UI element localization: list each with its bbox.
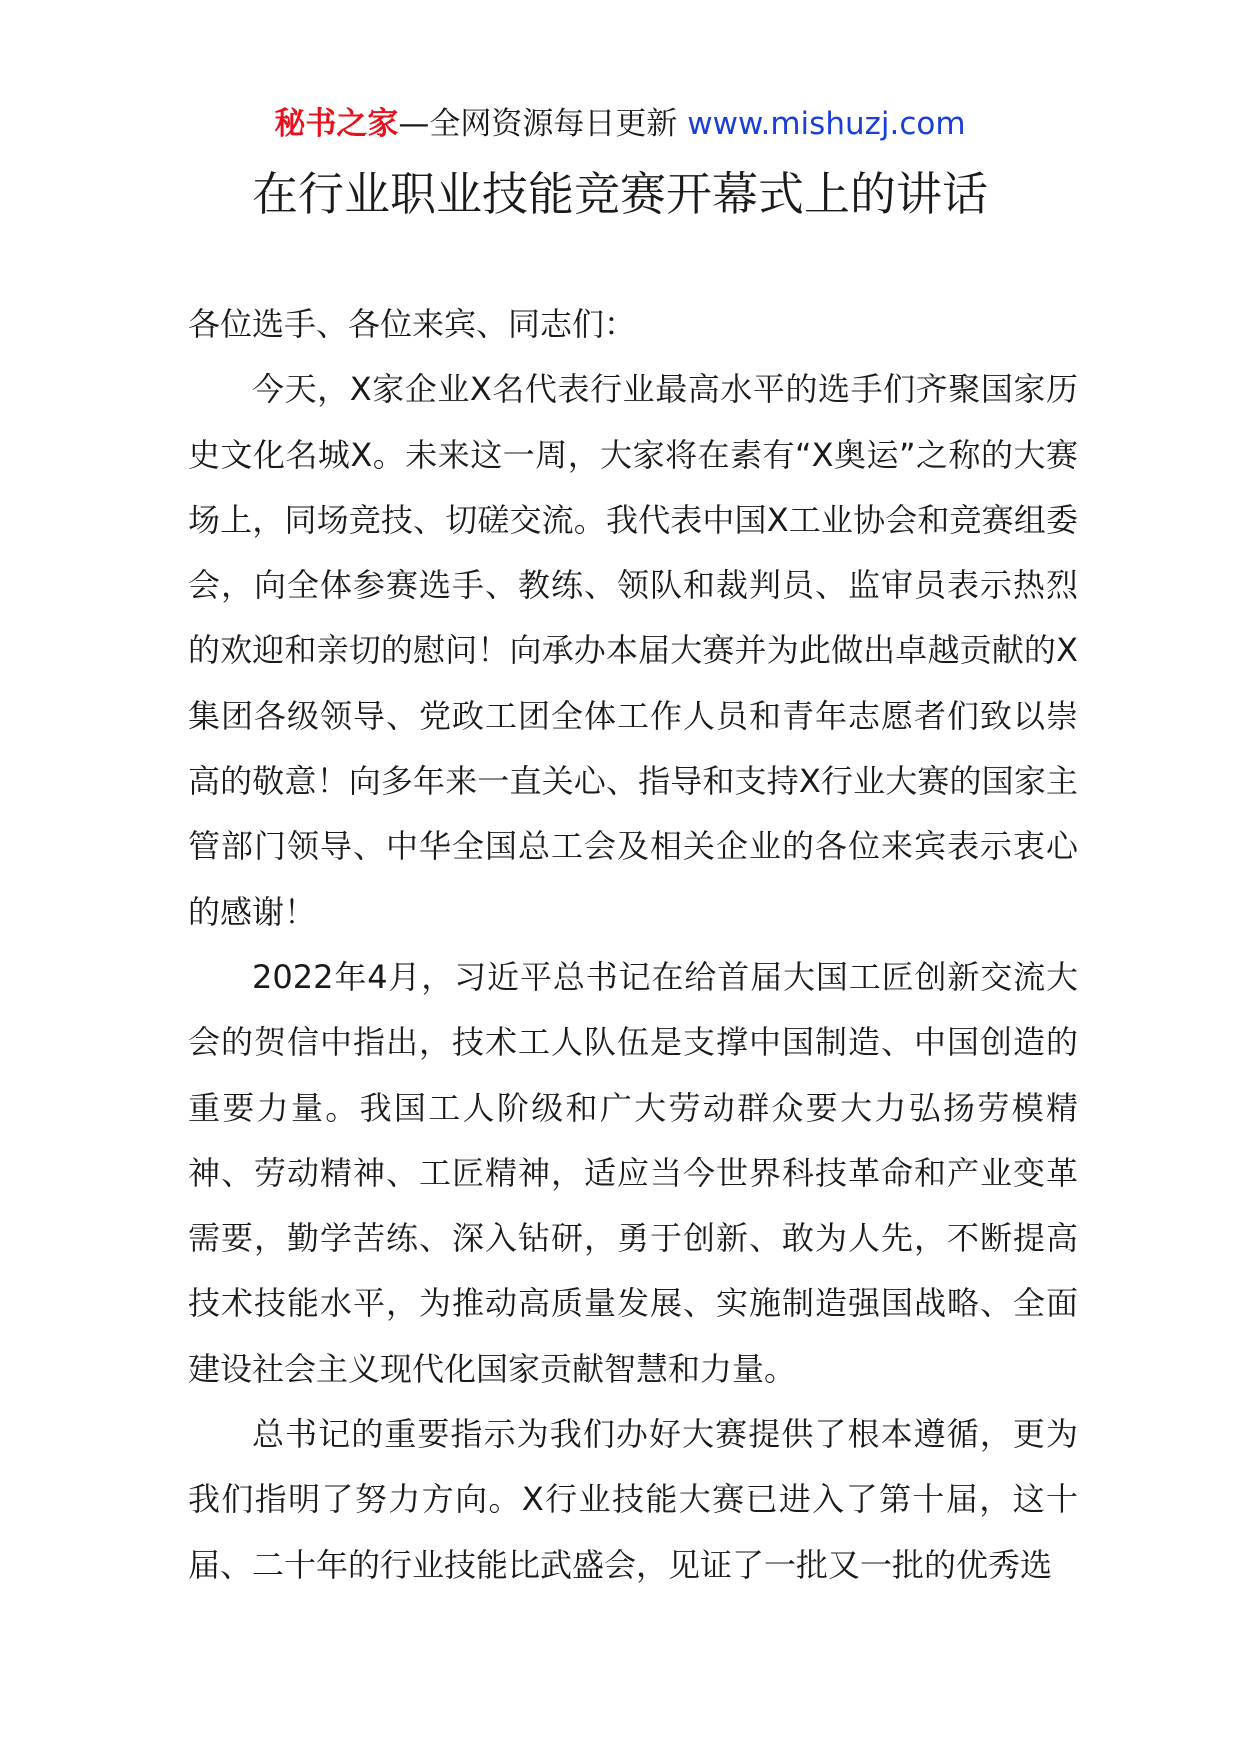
banner-url-link[interactable]: www.mishuzj.com — [687, 106, 966, 142]
paragraph: 今天，X家企业X名代表行业最高水平的选手们齐聚国家历史文化名城X。未来这一周，大家将在素有“X奥运”之称的大赛场上，同场竞技、切磋交流。我代表中国X工业协会和竞赛组委会，向全体参赛选手、教练、领队和裁判员、监审员表示热烈的欢迎和亲切的慰问！向承办本届大赛并为此做出卓越贡献的X集团各级领导、党政工团全体工作人员和青年志愿者们致以崇高的敬意！向多年来一直关心、指导和支持X行业大赛的国家主管部门领导、中华全国总工会及相关企业的各位来宾表示衷心的感谢！ — [188, 370, 1078, 931]
document-body — [188, 292, 1078, 1598]
salutation: 各位选手、各位来宾、同志们： — [188, 305, 637, 343]
site-banner — [0, 102, 1240, 146]
document-title: 在行业职业技能竞赛开幕式上的讲话 — [252, 167, 988, 221]
paragraph: 总书记的重要指示为我们办好大赛提供了根本遵循，更为我们指明了努力方向。X行业技能大赛已进入了第十届，这十届、二十年的行业技能比武盛会，见证了一批又一批的优秀选 — [188, 1415, 1078, 1584]
banner-slogan: —全网资源每日更新 — [398, 106, 678, 142]
paragraph: 2022年4月，习近平总书记在给首届大国工匠创新交流大会的贺信中指出，技术工人队伍是支撑中国制造、中国创造的重要力量。我国工人阶级和广大劳动群众要大力弘扬劳模精神、劳动精神、工匠精神，适应当今世界科技革命和产业变革需要，勤学苦练、深入钻研，勇于创新、敢为人先，不断提高技术技能水平，为推动高质量发展、实施制造强国战略、全面建设社会主义现代化国家贡献智慧和力量。 — [188, 957, 1078, 1388]
banner-brand: 秘书之家 — [274, 106, 399, 142]
